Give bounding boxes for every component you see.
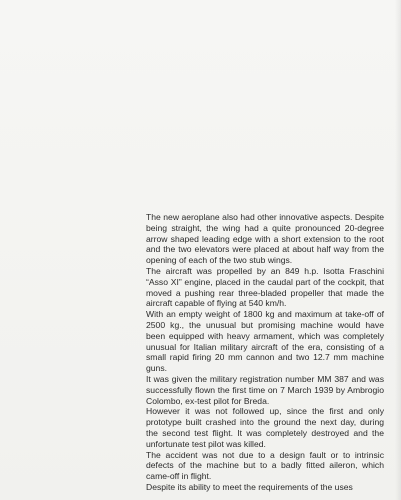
page-edge-shadow bbox=[395, 0, 401, 500]
paragraph-registration: It was given the military registration number MM 387 and was successfully flown the first time on 7 March 1939 by Ambrogio Colombo, ex-test pilot for Breda. bbox=[146, 373, 384, 406]
paragraph-accident-cause: The accident was not due to a design fault or to intrinsic defects of the machine but to a badly fitted aileron, which came-off in flight. bbox=[146, 449, 384, 482]
paragraph-engine: The aircraft was propelled by an 849 h.p. Isotta Fraschini “Asso XI” engine, placed in the caudal part of the cockpit, that moved a pushing rear three-bladed propeller that made the aircraft capable of flying at 540 km/h. bbox=[146, 265, 384, 309]
paragraph-requirements: Despite its ability to meet the requirements of the uses bbox=[146, 481, 353, 492]
paragraph-design: The new aeroplane also had other innovative aspects. Despite being straight, the wing had a quite pronounced 20-degree arrow shaped leading edge with a short extension to the root and the two elevators were placed at about half way from the opening of each of the two stub wings. bbox=[146, 212, 384, 266]
paragraph-weight-armament: With an empty weight of 1800 kg and maximum at take-off of 2500 kg., the unusual but promising machine would have been equipped with heavy armament, which was completely unusual for Italian military aircraft of the era, consisting of a small rapid firing 20 mm cannon and two 12.7 mm machine guns. bbox=[146, 309, 384, 374]
body-text bbox=[146, 212, 384, 493]
paragraph-crash: However it was not followed up, since the first and only prototype built crashed into the ground the next day, during the second test flight. It was completely destroyed and the unfortunate test pilot was killed. bbox=[146, 406, 384, 449]
